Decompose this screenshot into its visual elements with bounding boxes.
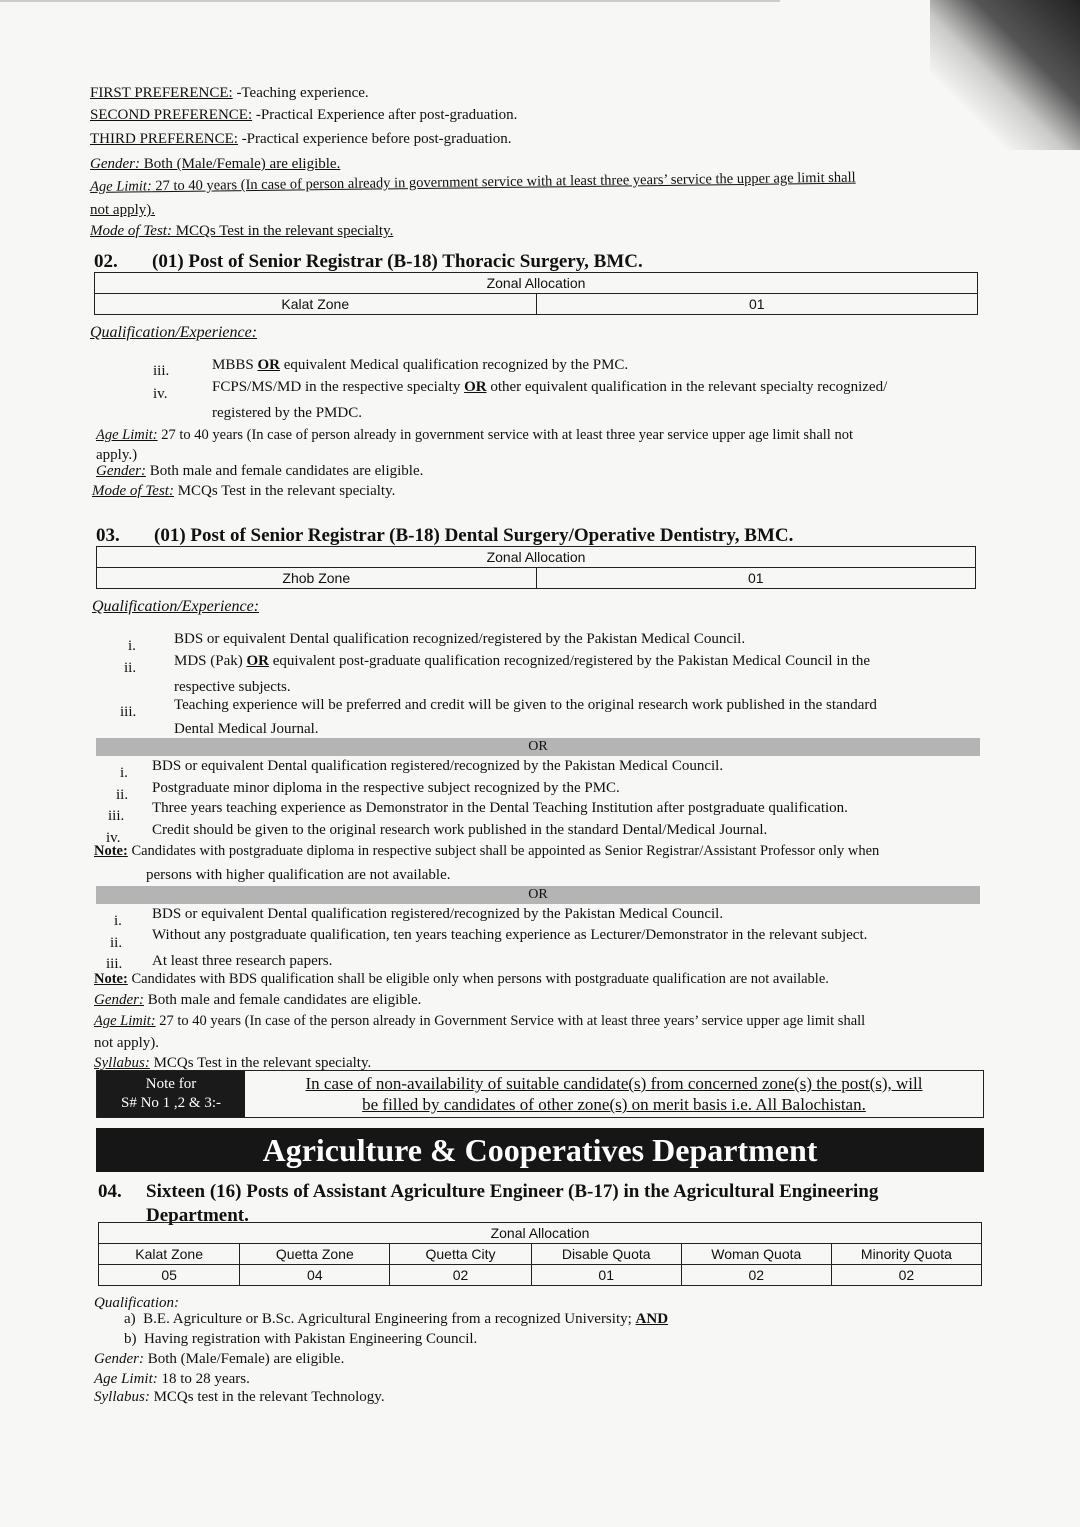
post-04-syllabus-text: MCQs test in the relevant Technology. [149, 1389, 385, 1405]
post-03-g1-item-iii-cont: Dental Medical Journal. [174, 721, 319, 737]
post-04-col-disable-quota: Disable Quota [531, 1244, 681, 1265]
post-02-item-iii-post: equivalent Medical qualification recognized by the PMC. [279, 357, 629, 373]
post-04-col-woman-quota: Woman Quota [681, 1244, 831, 1265]
post-04-val-quetta-city: 02 [390, 1265, 531, 1286]
post-02-count: 01 [536, 294, 978, 315]
post-03-g2-item-i: BDS or equivalent Dental qualification registered/recognized by the Pakistan Medical Council. [152, 758, 724, 774]
post-03-zone: Zhob Zone [97, 568, 537, 589]
post-02-age-label: Age Limit: [96, 427, 158, 443]
post-03-note-1-label: Note: [94, 843, 128, 859]
post-04-val-woman-quota: 02 [681, 1265, 831, 1286]
post-03-zone-table [96, 546, 976, 589]
post-04-qualification-label: Qualification: [94, 1295, 179, 1311]
post-03-syllabus-label: Syllabus: [94, 1055, 150, 1071]
post-03-g3-item-ii: Without any postgraduate qualification, ten years teaching experience as Lecturer/Demonstrator in the relevant subject. [152, 927, 868, 943]
post-04-item-b-letter: b) [124, 1331, 137, 1347]
page-top-edge [0, 0, 780, 2]
post-03-syllabus-text: MCQs Test in the relevant specialty. [149, 1055, 372, 1071]
or-separator-2: OR [96, 886, 980, 904]
post-02-item-iv [212, 378, 887, 398]
post-04-item-a [124, 1310, 668, 1330]
mode-of-test-text: MCQs Test in the relevant specialty. [171, 223, 394, 239]
post-02-title: (01) Post of Senior Registrar (B-18) Thoracic Surgery, BMC. [152, 251, 643, 272]
post-03-g1-item-i: BDS or equivalent Dental qualification recognized/registered by the Pakistan Medical Council. [174, 631, 746, 647]
post-03-g3-roman-ii: ii. [110, 935, 123, 951]
post-04-val-kalat: 05 [99, 1265, 240, 1286]
post-04-gender-text: Both (Male/Female) are eligible. [143, 1351, 345, 1367]
post-04-item-a-letter: a) [124, 1311, 136, 1327]
post-04-gender-label: Gender: [94, 1351, 144, 1367]
age-limit-cont: not apply). [90, 202, 155, 218]
post-03-g2-roman-iv: iv. [106, 830, 121, 846]
page-corner-shadow [930, 0, 1080, 150]
post-04-val-disable-quota: 01 [531, 1265, 681, 1286]
post-03-g2-item-ii: Postgraduate minor diploma in the respective subject recognized by the PMC. [152, 780, 620, 796]
post-03-g1-roman-iii: iii. [120, 704, 137, 720]
post-03-g1-item-ii [174, 652, 870, 672]
post-03-age-label: Age Limit: [94, 1013, 156, 1029]
post-02-age-cont: apply.) [96, 447, 138, 463]
post-02-number: 02. [94, 251, 118, 272]
post-03-g1-item-ii-post: equivalent post-graduate qualification recognized/registered by the Pakistan Medical Council in the [269, 653, 871, 669]
post-04-zone-table [98, 1222, 982, 1286]
post-02-item-iv-post: other equivalent qualification in the relevant specialty recognized/ [486, 379, 888, 395]
post-03-g2-roman-i: i. [120, 765, 128, 781]
post-02-item-iv-pre: FCPS/MS/MD in the respective specialty [212, 379, 465, 395]
post-03-g1-roman-ii: ii. [124, 660, 137, 676]
second-preference-label: SECOND PREFERENCE: [90, 107, 253, 123]
post-03-g3-item-i: BDS or equivalent Dental qualification registered/recognized by the Pakistan Medical Council. [152, 906, 724, 922]
post-02-qualification-label: Qualification/Experience: [90, 324, 258, 341]
age-limit-text: 27 to 40 years (In case of person already in government service with at least three years’ service the upper age limit shall [151, 169, 856, 195]
post-02-item-iv-cont: registered by the PMDC. [212, 405, 362, 421]
post-04-col-kalat: Kalat Zone [99, 1244, 240, 1265]
note-box-label-line-2: S# No 1 ,2 & 3:- [120, 1095, 221, 1111]
first-preference-text: -Teaching experience. [232, 85, 369, 101]
post-04-age-label: Age Limit: [94, 1371, 158, 1387]
post-04-item-b-text: Having registration with Pakistan Engineering Council. [144, 1331, 478, 1347]
post-03-count: 01 [536, 568, 976, 589]
post-03-g1-roman-i: i. [128, 638, 136, 654]
second-preference-text: -Practical Experience after post-graduation. [252, 107, 518, 123]
post-02-gender [96, 462, 423, 482]
post-03-g2-item-iv: Credit should be given to the original research work published in the standard Dental/Medical Journal. [152, 822, 768, 838]
note-box-text-line-2: be filled by candidates of other zone(s) on merit basis i.e. All Balochistan. [362, 1095, 866, 1115]
post-03-g3-roman-iii: iii. [106, 956, 123, 972]
gender-line [90, 155, 340, 175]
third-preference-label: THIRD PREFERENCE: [90, 131, 238, 147]
post-02-item-iii [212, 356, 628, 376]
note-box-label-line-1: Note for [145, 1075, 197, 1092]
post-03-age-text: 27 to 40 years (In case of the person already in Government Service with at least three years’ service upper age limit shall [155, 1013, 866, 1029]
post-03-g2-item-iii: Three years teaching experience as Demonstrator in the Dental Teaching Institution after postgraduate qualification. [152, 800, 848, 816]
third-preference [90, 130, 512, 150]
mode-of-test-label: Mode of Test: [90, 223, 172, 239]
gender-label: Gender: [90, 156, 140, 172]
post-04-number: 04. [98, 1181, 122, 1202]
mode-of-test-line [90, 222, 393, 242]
post-03-g1-item-ii-or: OR [246, 653, 270, 669]
post-04-gender [94, 1350, 344, 1370]
note-box-text [245, 1071, 983, 1117]
post-03-g1-item-ii-cont: respective subjects. [174, 679, 291, 695]
second-preference [90, 106, 517, 126]
post-03-g3-item-iii: At least three research papers. [152, 953, 333, 969]
post-04-item-a-and: AND [635, 1311, 669, 1327]
first-preference-label: FIRST PREFERENCE: [90, 85, 233, 101]
post-03-g1-item-ii-pre: MDS (Pak) [174, 653, 247, 669]
post-02-gender-label: Gender: [96, 463, 146, 479]
post-03-g2-roman-ii: ii. [116, 787, 129, 803]
post-03-note-2 [94, 970, 829, 989]
post-03-note-2-text: Candidates with BDS qualification shall be eligible only when persons with postgraduate qualification are not available. [127, 971, 829, 987]
post-03-gender-label: Gender: [94, 992, 144, 1008]
post-04-heading [98, 1180, 878, 1205]
post-02-zone: Kalat Zone [95, 294, 537, 315]
note-box-label [97, 1071, 245, 1117]
post-02-age-text: 27 to 40 years (In case of person already in government service with at least three year service upper age limit shall not [157, 427, 853, 443]
post-03-g2-roman-iii: iii. [108, 808, 125, 824]
post-02-roman-iv: iv. [153, 386, 168, 402]
post-04-val-minority-quota: 02 [831, 1265, 981, 1286]
post-03-table-header: Zonal Allocation [97, 547, 976, 568]
post-02-mode [92, 482, 395, 502]
post-04-table-header: Zonal Allocation [99, 1223, 982, 1244]
post-02-gender-text: Both male and female candidates are eligible. [145, 463, 424, 479]
post-03-title: (01) Post of Senior Registrar (B-18) Dental Surgery/Operative Dentistry, BMC. [154, 525, 794, 546]
gender-text: Both (Male/Female) are eligible. [139, 156, 341, 172]
post-04-col-minority-quota: Minority Quota [831, 1244, 981, 1265]
department-banner: Agriculture & Cooperatives Department [96, 1128, 984, 1172]
post-04-title-cont: Department. [146, 1205, 249, 1226]
post-03-qualification-label: Qualification/Experience: [92, 598, 260, 615]
post-03-note-1-cont: persons with higher qualification are not available. [146, 867, 451, 883]
post-03-g3-roman-i: i. [114, 913, 122, 929]
age-limit-label: Age Limit: [90, 178, 152, 195]
post-03-g1-item-iii: Teaching experience will be preferred and credit will be given to the original research work published in the standard [174, 697, 877, 713]
post-02-item-iii-or: OR [257, 357, 280, 373]
post-02-mode-text: MCQs Test in the relevant specialty. [173, 483, 396, 499]
post-02-item-iv-or: OR [464, 379, 487, 395]
note-box [96, 1070, 984, 1118]
post-04-item-b [124, 1330, 477, 1350]
post-04-item-a-text: B.E. Agriculture or B.Sc. Agricultural Engineering from a recognized University; [143, 1311, 636, 1327]
or-separator-1: OR [96, 738, 980, 756]
post-03-gender-text: Both male and female candidates are eligible. [143, 992, 422, 1008]
post-02-mode-label: Mode of Test: [92, 483, 174, 499]
post-03-age-limit [94, 1012, 865, 1031]
post-02-table-header: Zonal Allocation [95, 273, 978, 294]
post-04-age-limit [94, 1370, 250, 1390]
post-03-heading [96, 524, 793, 549]
post-04-title: Sixteen (16) Posts of Assistant Agriculture Engineer (B-17) in the Agricultural Engineering [146, 1181, 879, 1202]
post-02-zone-table [94, 272, 978, 315]
post-03-note-1-text: Candidates with postgraduate diploma in respective subject shall be appointed as Senior Registrar/Assistant Professor only when [127, 843, 880, 859]
post-03-age-cont: not apply). [94, 1035, 159, 1051]
post-04-col-quetta-city: Quetta City [390, 1244, 531, 1265]
post-04-val-quetta-zone: 04 [240, 1265, 390, 1286]
post-03-gender [94, 991, 421, 1011]
third-preference-text: -Practical experience before post-graduation. [237, 131, 512, 147]
post-02-heading [94, 250, 643, 275]
post-04-col-quetta-zone: Quetta Zone [240, 1244, 390, 1265]
post-02-item-iii-pre: MBBS [212, 357, 258, 373]
post-04-syllabus [94, 1388, 385, 1408]
post-04-age-text: 18 to 28 years. [157, 1371, 250, 1387]
post-03-note-1 [94, 842, 879, 861]
first-preference [90, 84, 369, 104]
note-box-text-line-1: In case of non-availability of suitable candidate(s) from concerned zone(s) the post(s), will [305, 1074, 923, 1093]
post-04-syllabus-label: Syllabus: [94, 1389, 150, 1405]
post-03-note-2-label: Note: [94, 971, 128, 987]
post-02-roman-iii: iii. [153, 363, 170, 379]
post-02-age-limit [96, 426, 853, 445]
post-03-number: 03. [96, 525, 120, 546]
